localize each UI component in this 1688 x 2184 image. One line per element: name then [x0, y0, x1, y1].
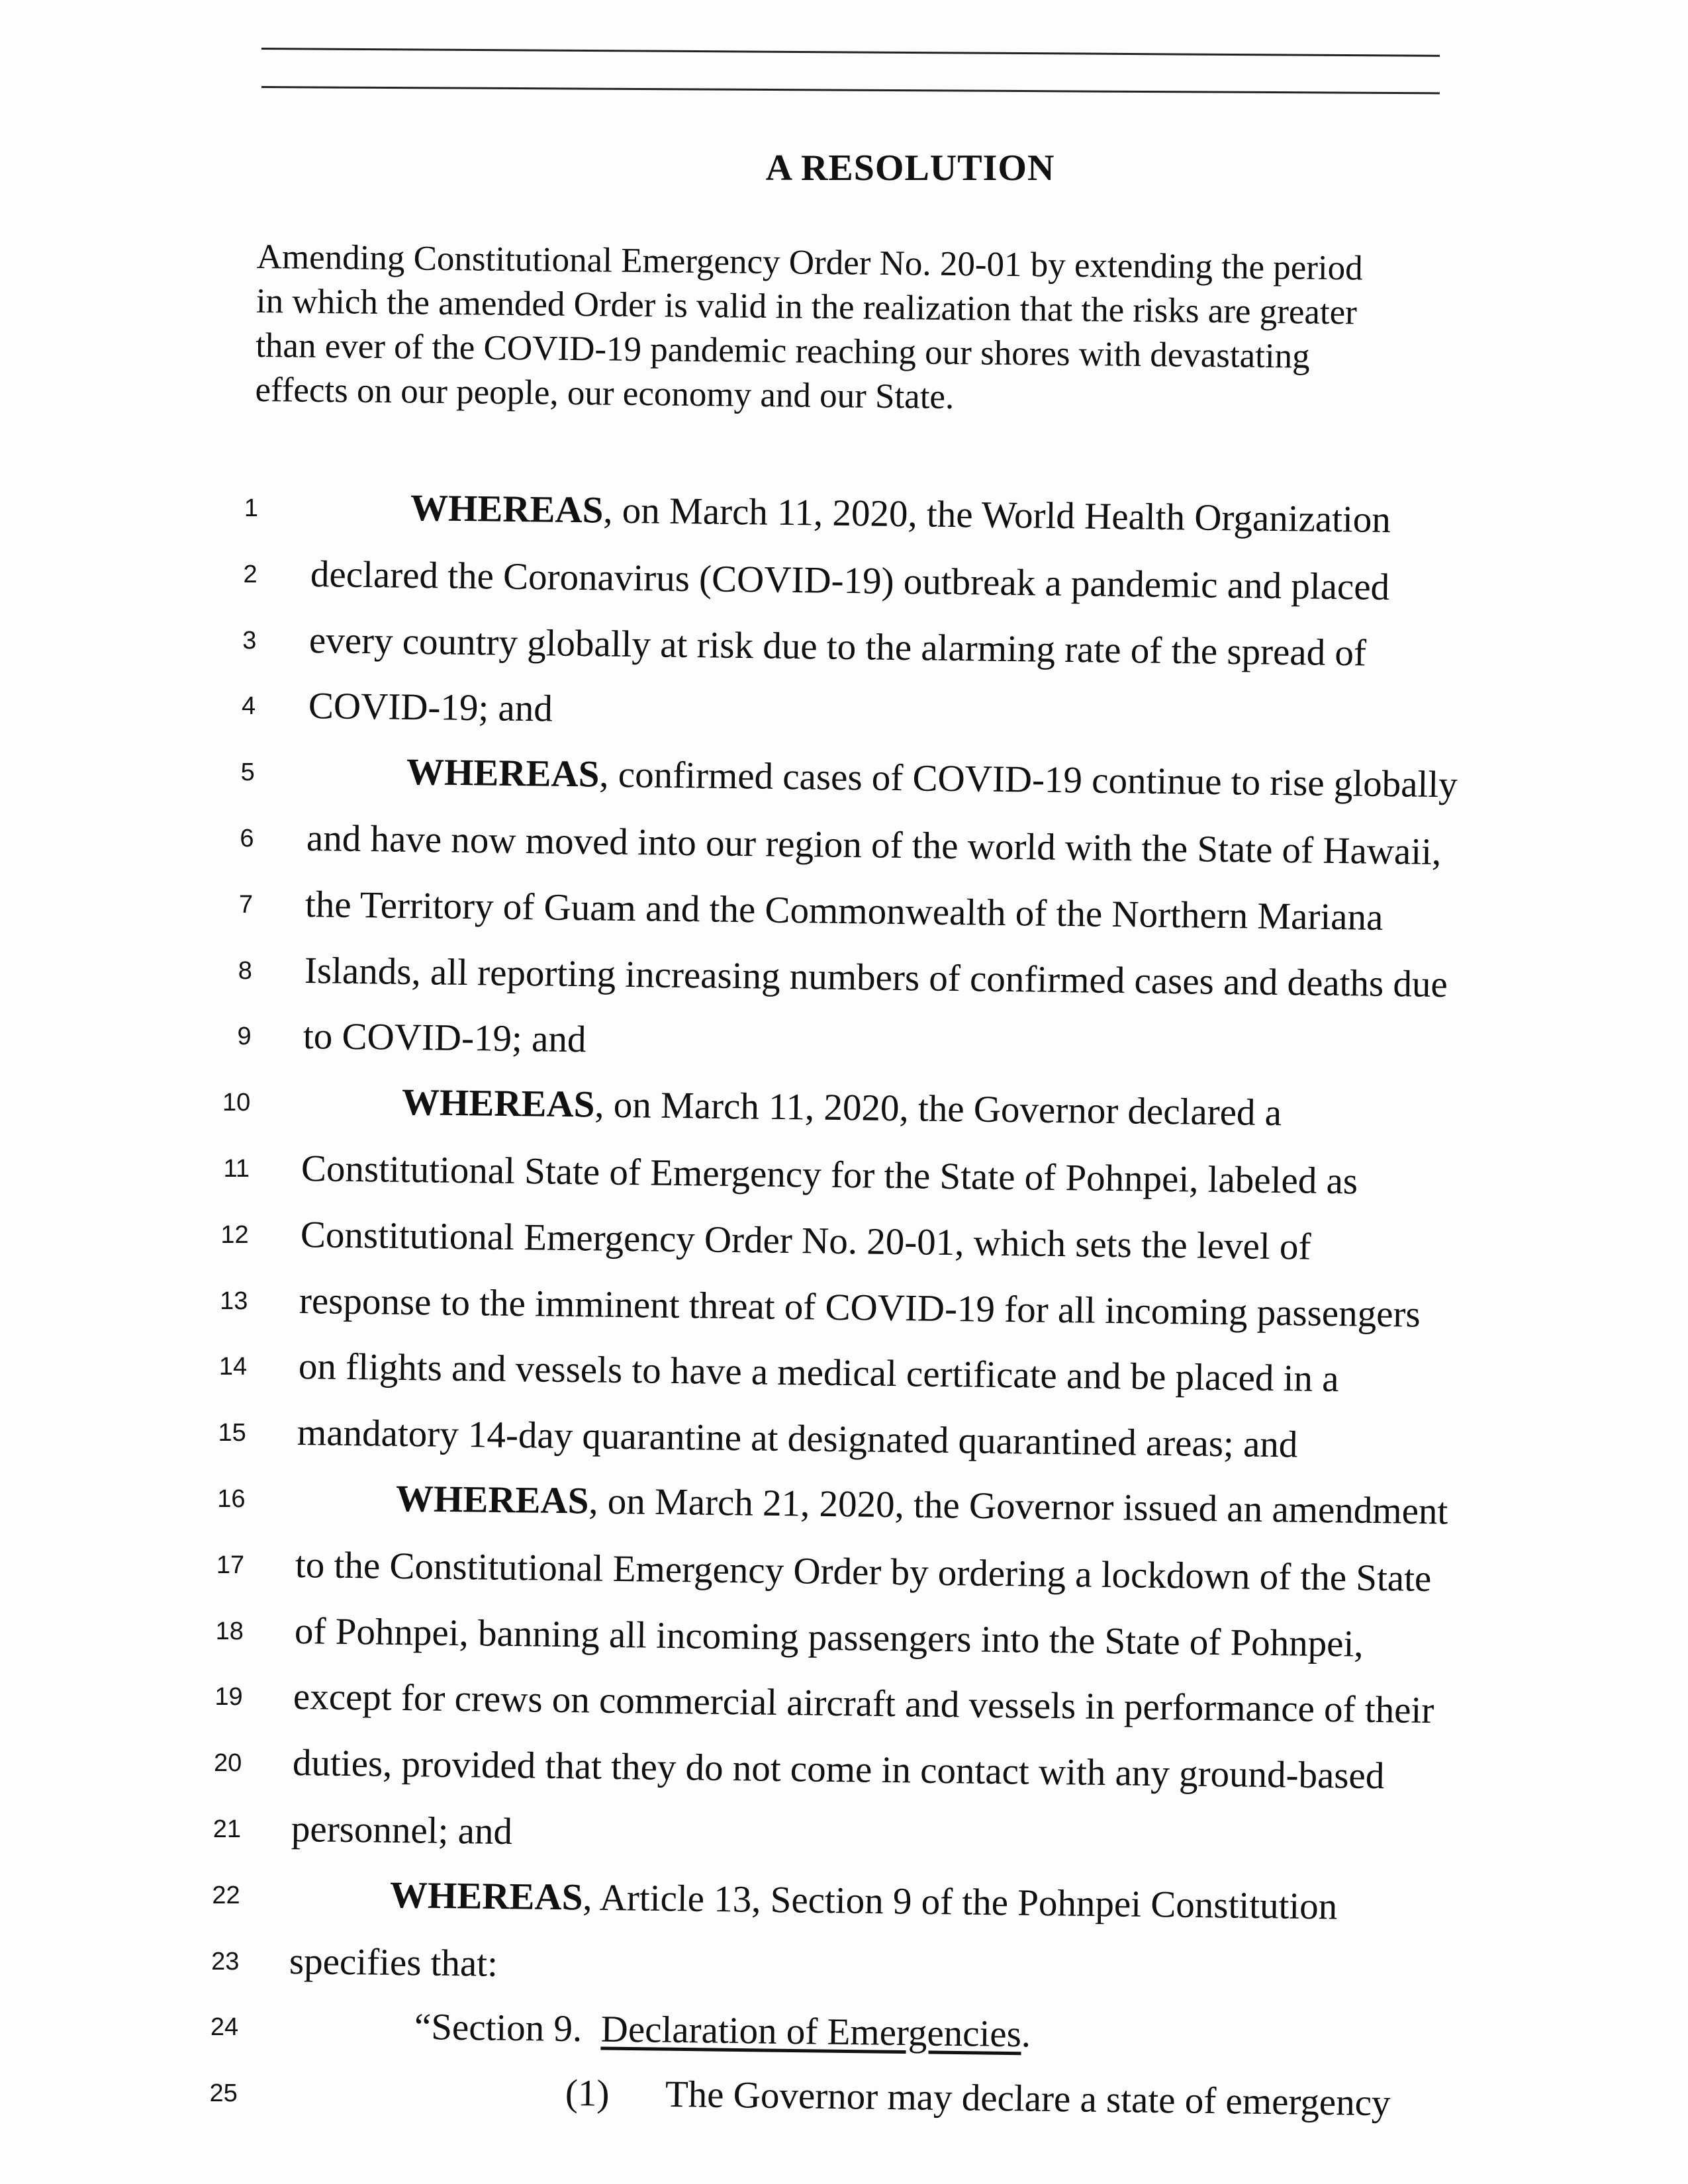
line-number: 4 — [241, 692, 256, 721]
signature-line-bottom — [261, 86, 1440, 94]
line-text — [395, 1477, 1448, 1533]
line-body: every country globally at risk due to the alarming rate of the spread of — [308, 619, 1367, 674]
numbered-line — [0, 1345, 1589, 1404]
numbered-line — [0, 1279, 1589, 1339]
line-body: duties, provided that they do not come in contact with any ground-based — [292, 1742, 1385, 1797]
line-text — [304, 949, 1448, 1006]
line-text — [410, 486, 1391, 541]
line-number: 1 — [244, 494, 258, 522]
line-body: mandatory 14-day quarantine at designated quarantined areas; and — [297, 1412, 1298, 1466]
numbered-line — [0, 1147, 1589, 1206]
line-number: 12 — [220, 1220, 249, 1249]
line-number: 18 — [215, 1617, 244, 1645]
line-number: 20 — [214, 1749, 242, 1778]
intro-line: in which the amended Order is valid in the realization that the risks are greater — [256, 281, 1358, 332]
line-number: 11 — [223, 1155, 250, 1183]
numbered-line — [0, 817, 1589, 876]
numbered-line — [0, 2071, 1589, 2131]
numbered-line — [0, 1213, 1589, 1273]
line-number: 14 — [218, 1353, 248, 1381]
line-text — [389, 1874, 1337, 1928]
intro-line: effects on our people, our economy and our State. — [255, 370, 955, 417]
line-body: , Article 13, Section 9 of the Pohnpei Constitution — [582, 1876, 1338, 1928]
intro-line: than ever of the COVID-19 pandemic reaching our shores with devastating — [255, 326, 1310, 376]
line-body: of Pohnpei, banning all incoming passengers into the State of Pohnpei, — [294, 1610, 1364, 1665]
line-body: “Section 9. — [414, 2006, 601, 2050]
line-text — [406, 751, 1458, 806]
whereas-keyword: WHEREAS — [401, 1081, 595, 1126]
line-text — [295, 1543, 1432, 1600]
line-text — [414, 2005, 1031, 2056]
whereas-keyword: WHEREAS — [389, 1874, 583, 1919]
line-body: to COVID-19; and — [303, 1015, 586, 1061]
numbered-line — [0, 619, 1589, 678]
numbered-line — [0, 1675, 1589, 1735]
intro-line: Amending Constitutional Emergency Order No. 20-01 by extending the period — [256, 237, 1364, 288]
numbered-line — [0, 1610, 1589, 1669]
line-text — [306, 817, 1441, 874]
line-number: 13 — [220, 1287, 248, 1315]
numbered-line — [0, 1807, 1589, 1867]
line-text — [310, 553, 1389, 609]
line-body: specifies that: — [289, 1940, 498, 1985]
line-text — [300, 1213, 1311, 1269]
line-number: 15 — [218, 1419, 246, 1447]
numbered-line — [0, 1081, 1589, 1140]
line-number: 8 — [238, 956, 252, 985]
numbered-line — [0, 684, 1589, 744]
line-text — [298, 1345, 1338, 1400]
line-number: 10 — [222, 1089, 251, 1117]
numbered-line — [0, 553, 1589, 612]
line-body: (1) The Governor may declare a state of emergency — [565, 2072, 1391, 2124]
numbered-line — [0, 1741, 1589, 1801]
line-body: to the Constitutional Emergency Order by ordering a lockdown of the State — [295, 1543, 1432, 1600]
line-text — [301, 1147, 1358, 1203]
line-body: personnel; and — [291, 1808, 513, 1853]
line-text — [299, 1279, 1421, 1336]
line-body: on flights and vessels to have a medical certificate and be placed in a — [298, 1345, 1339, 1400]
line-text — [289, 1940, 498, 1985]
line-text — [294, 1610, 1363, 1666]
line-body: Constitutional State of Emergency for the State of Pohnpei, labeled as — [301, 1148, 1358, 1203]
line-body: and have now moved into our region of the world with the State of Hawaii, — [306, 817, 1442, 873]
numbered-line — [0, 2005, 1589, 2065]
line-body: declared the Coronavirus (COVID-19) outbreak a pandemic and placed — [310, 553, 1389, 608]
line-body: , on March 11, 2020, the Governor declared a — [594, 1083, 1282, 1134]
line-body: , on March 21, 2020, the Governor issued an amendment — [588, 1480, 1448, 1533]
line-text — [309, 619, 1367, 675]
line-text — [297, 1411, 1298, 1466]
line-body: , confirmed cases of COVID-19 continue to rise globally — [598, 753, 1458, 806]
line-body: response to the imminent threat of COVID-19 for all incoming passengers — [299, 1279, 1421, 1336]
line-body: Constitutional Emergency Order No. 20-01, which sets the level of — [300, 1213, 1311, 1268]
line-body: the Territory of Guam and the Commonwealth of the Northern Mariana — [305, 883, 1383, 938]
resolution-title: A RESOLUTION — [765, 148, 1055, 189]
line-number: 6 — [240, 825, 254, 852]
line-body: Islands, all reporting increasing numbers of confirmed cases and deaths due — [304, 949, 1448, 1005]
numbered-line — [0, 883, 1589, 942]
line-text — [401, 1081, 1282, 1134]
numbered-line — [0, 949, 1589, 1009]
line-text — [303, 1015, 586, 1061]
line-number: 21 — [212, 1815, 241, 1843]
whereas-keyword: WHEREAS — [406, 751, 600, 796]
signature-line-top — [261, 48, 1440, 57]
line-number: 7 — [239, 890, 254, 919]
line-text — [293, 1675, 1434, 1732]
line-number: 25 — [209, 2079, 238, 2108]
line-body: COVID-19; and — [308, 685, 553, 730]
numbered-line — [0, 486, 1589, 546]
line-body: except for crews on commercial aircraft and vessels in performance of their — [293, 1676, 1434, 1732]
numbered-line — [0, 1015, 1589, 1074]
line-number: 16 — [217, 1485, 246, 1513]
line-text — [305, 883, 1383, 939]
line-text — [308, 684, 553, 731]
line-number: 24 — [210, 2013, 239, 2042]
line-number: 19 — [214, 1683, 243, 1711]
resolution-intro — [255, 235, 1481, 425]
line-number: 23 — [211, 1947, 240, 1976]
numbered-line — [0, 1543, 1589, 1603]
numbered-line — [0, 1411, 1589, 1471]
line-tail: . — [1020, 2013, 1031, 2056]
line-number: 5 — [240, 758, 255, 787]
section-heading: Declaration of Emergencies — [600, 2008, 1021, 2056]
line-text — [292, 1741, 1384, 1797]
line-number: 22 — [212, 1881, 240, 1909]
line-number: 17 — [216, 1551, 245, 1579]
line-body: , on March 11, 2020, the World Health Organization — [602, 489, 1391, 541]
numbered-line — [0, 1874, 1589, 1933]
line-text — [565, 2071, 1391, 2124]
line-text — [291, 1807, 513, 1853]
whereas-keyword: WHEREAS — [395, 1478, 589, 1522]
line-number: 2 — [243, 560, 258, 588]
line-number: 3 — [242, 626, 257, 655]
numbered-line — [0, 1477, 1589, 1537]
numbered-line — [0, 751, 1589, 810]
numbered-line — [0, 1940, 1589, 1999]
line-number: 9 — [237, 1023, 252, 1051]
whereas-keyword: WHEREAS — [410, 487, 604, 531]
